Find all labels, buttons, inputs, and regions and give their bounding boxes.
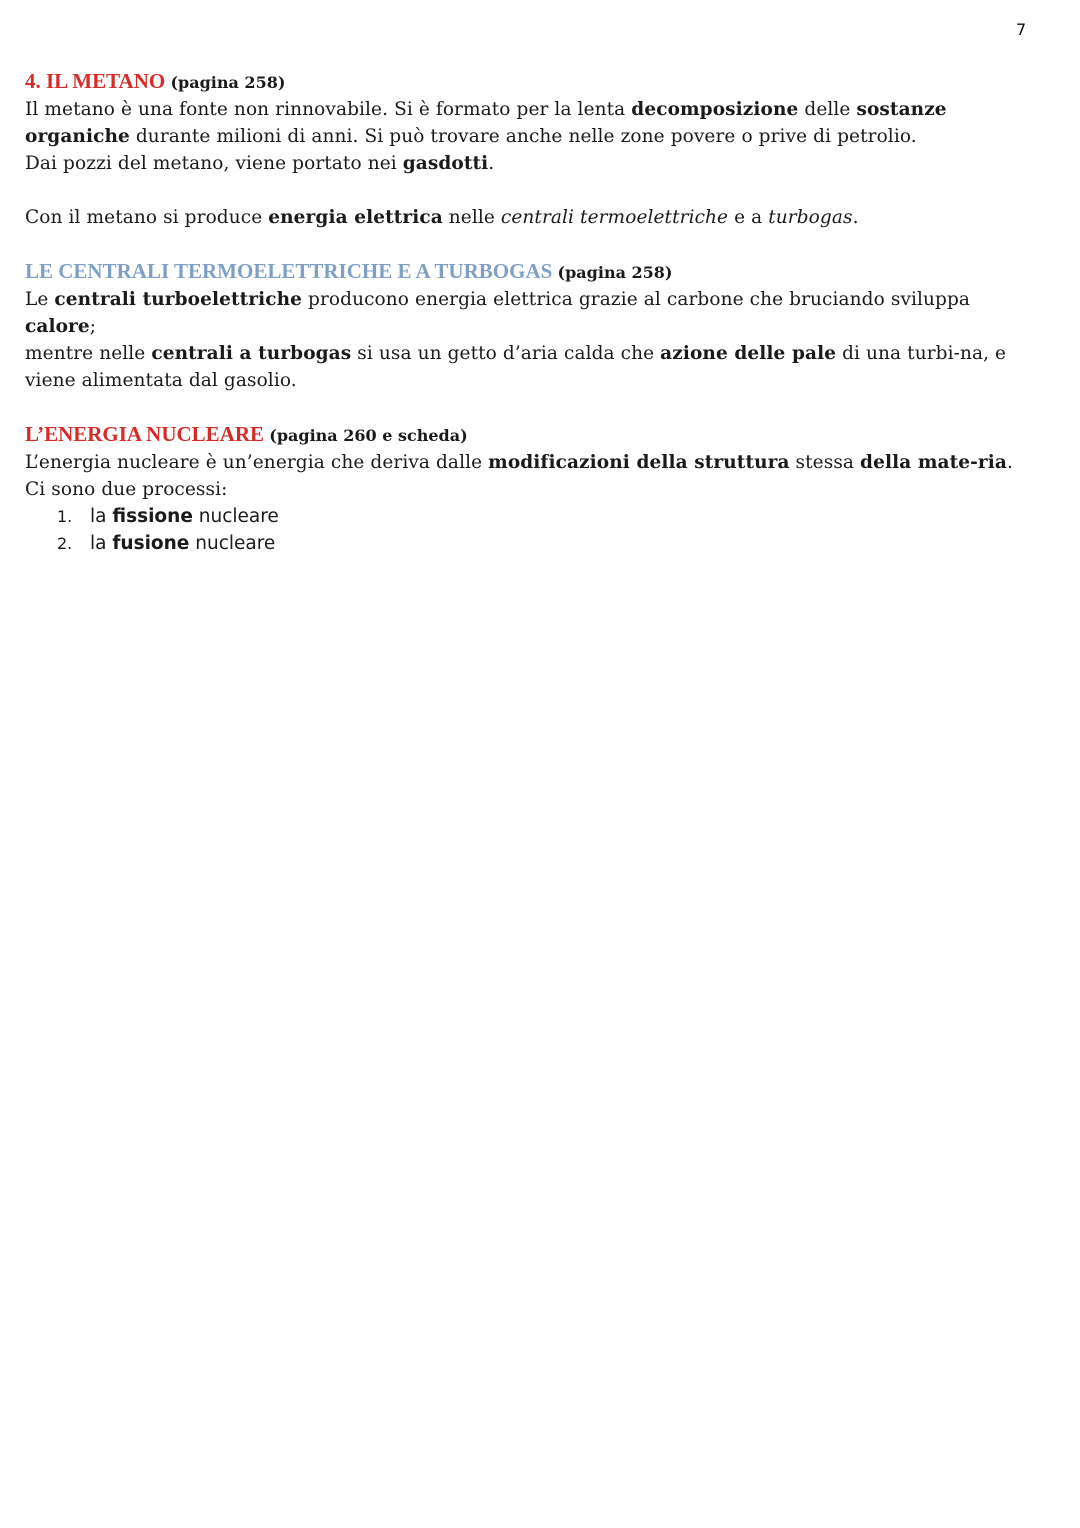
bold-text: decomposizione [631, 99, 799, 120]
text: delle [798, 99, 857, 120]
text: durante milioni di anni. Si può trovare anche nelle zone povere o prive di petrolio. [129, 126, 917, 147]
heading-nucleare [25, 421, 1035, 449]
text: la [90, 533, 113, 554]
text: Il metano è una fonte non rinnovabile. Si è formato per la lenta [25, 99, 632, 120]
list-number: 2. [57, 534, 73, 553]
bold-text: sostanze organiche [25, 99, 947, 147]
text: mentre nelle [25, 343, 152, 364]
page-reference: (pagina 260 e scheda) [269, 426, 468, 445]
text: nucleare [192, 506, 279, 527]
bold-text: della mate-ria [860, 452, 1007, 473]
text: . [1006, 452, 1013, 473]
bold-text: centrali a turbogas [151, 343, 352, 364]
text: stessa [789, 452, 861, 473]
processes-list [25, 503, 1035, 557]
bold-text: fusione [112, 533, 190, 554]
heading-title: LE CENTRALI TERMOELETTRICHE E A TURBOGAS [25, 259, 553, 283]
bold-text: calore [25, 316, 90, 337]
text: L’energia nucleare è un’energia che deriva dalle [25, 452, 489, 473]
page-reference: (pagina 258) [557, 263, 673, 282]
bold-text: azione delle pale [660, 343, 837, 364]
paragraph-metano-origin [25, 96, 1035, 150]
text: nucleare [189, 533, 276, 554]
bold-text: fissione [112, 506, 193, 527]
list-number: 1. [57, 507, 73, 526]
text: di una turbi-na, e viene alimentata dal gasolio. [25, 343, 1007, 391]
list-text [90, 503, 279, 530]
paragraph-centrali-turboelettriche [25, 286, 1035, 340]
text: la [90, 506, 113, 527]
text: . [852, 207, 859, 228]
bold-text: modificazioni della struttura [488, 452, 790, 473]
paragraph-nucleare-processi: Ci sono due processi: [25, 479, 228, 500]
bold-text: centrali turboelettriche [54, 289, 303, 310]
text: producono energia elettrica grazie al carbone che bruciando sviluppa [302, 289, 971, 310]
text: ; [89, 316, 97, 337]
heading-title: 4. IL METANO [25, 69, 166, 93]
text: . [488, 153, 495, 174]
page-reference: (pagina 258) [170, 73, 286, 92]
list-text [90, 530, 275, 557]
text: e a [728, 207, 769, 228]
document-body [25, 68, 1035, 557]
text: nelle [442, 207, 501, 228]
bold-text: gasdotti [402, 153, 489, 174]
text: Le [25, 289, 55, 310]
text: si usa un getto d’aria calda che [351, 343, 661, 364]
heading-centrali [25, 258, 1035, 286]
text: Dai pozzi del metano, viene portato nei [25, 153, 403, 174]
section-nucleare [25, 421, 1035, 557]
list-item [25, 503, 1035, 530]
page-number: 7 [1016, 20, 1027, 39]
section-metano [25, 68, 1035, 231]
paragraph-centrali-turbogas [25, 340, 1035, 394]
paragraph-metano-energia [25, 204, 1035, 231]
italic-text: centrali termoelettriche [500, 207, 729, 228]
paragraph-metano-gasdotti [25, 150, 1035, 177]
italic-text: turbogas [768, 207, 853, 228]
section-centrali [25, 258, 1035, 394]
heading-metano [25, 68, 1035, 96]
list-item [25, 530, 1035, 557]
bold-text: energia elettrica [268, 207, 443, 228]
text: Con il metano si produce [25, 207, 269, 228]
paragraph-nucleare-definizione [25, 449, 1035, 476]
heading-title: L’ENERGIA NUCLEARE [25, 422, 265, 446]
